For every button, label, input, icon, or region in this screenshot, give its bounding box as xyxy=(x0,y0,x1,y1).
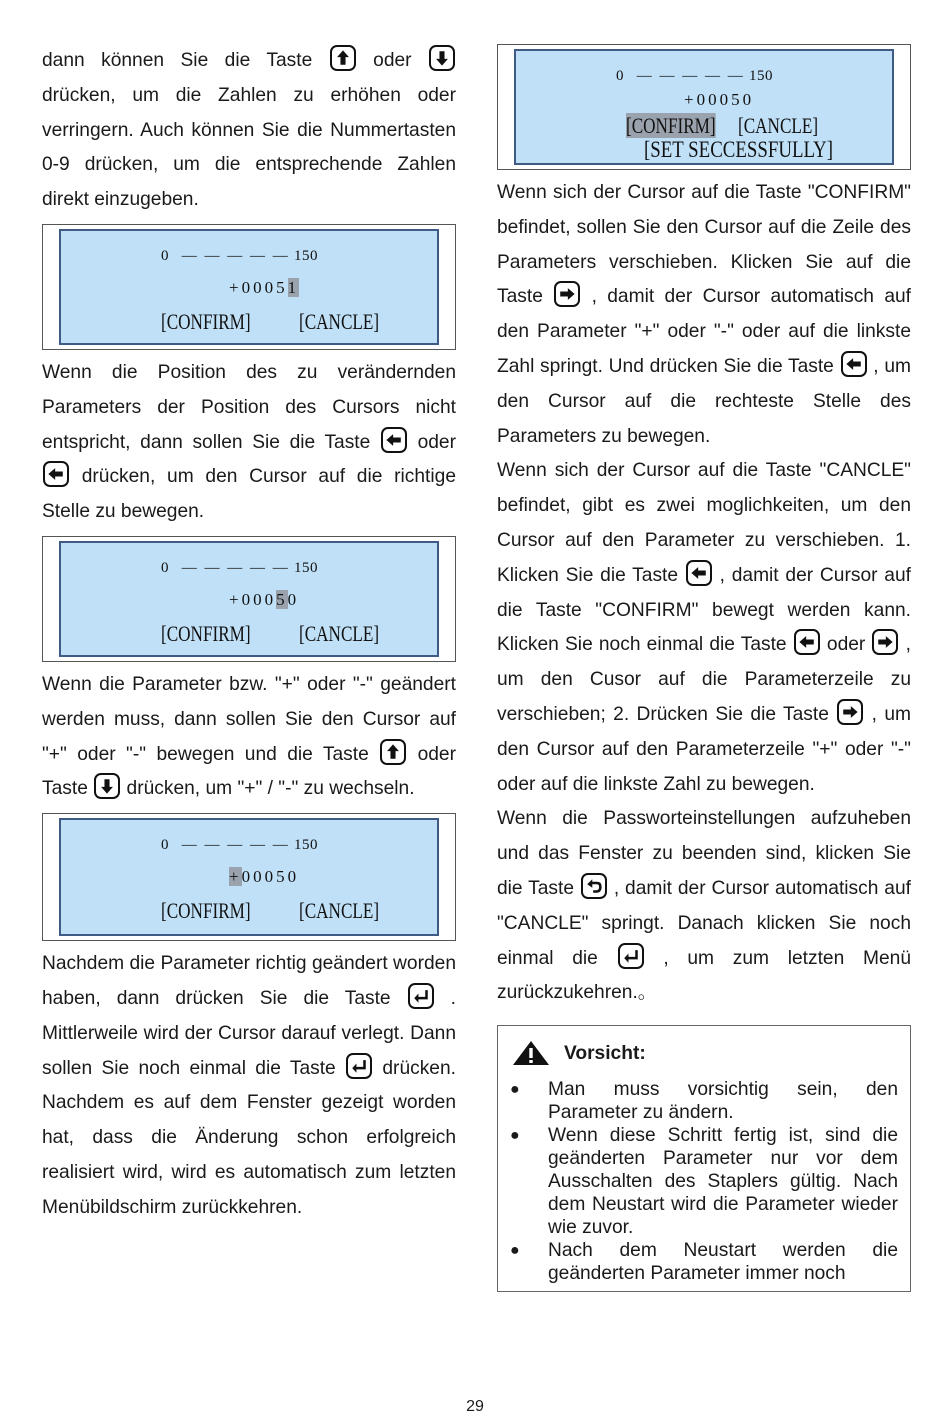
arrow-left-key-icon xyxy=(794,629,820,655)
paragraph-sign: Wenn die Parameter bzw. "+" oder "-" geändert werden muss, dann sollen Sie den Cursor auf "+" oder "-" bewegen und die Taste oder Taste drücken, um "+" / "-" zu wechseln. xyxy=(42,673,456,800)
lcd-screen-3 xyxy=(42,813,456,941)
list-item: ● Man muss vorsichtig sein, den Parameter zu ändern. xyxy=(510,1079,898,1124)
arrow-right-key-icon xyxy=(554,281,580,307)
page-number: 29 xyxy=(466,1398,484,1415)
parameter-value: +00050 xyxy=(684,90,755,109)
warning-title: Vorsicht: xyxy=(564,1042,646,1064)
range-scale: 0 — — — — — 150 xyxy=(616,68,773,84)
arrow-left-key-icon xyxy=(686,560,712,586)
confirm-label: [CONFIRM] xyxy=(161,620,251,646)
cancel-label: [CANCLE] xyxy=(299,898,380,924)
confirm-label: [CONFIRM] xyxy=(626,113,716,138)
lcd-screen-2 xyxy=(42,536,456,662)
confirm-label: [CONFIRM] xyxy=(161,308,251,334)
success-message: [SET SECCESSFULLY] xyxy=(644,137,834,162)
cursor-highlight: + xyxy=(229,867,242,887)
cancel-label: [CANCLE] xyxy=(299,620,380,646)
confirm-label: [CONFIRM] xyxy=(161,898,251,924)
arrow-down-key-icon xyxy=(429,45,455,71)
parameter-value: +00050 xyxy=(229,867,300,887)
warning-triangle-icon xyxy=(512,1040,550,1066)
paragraph-confirm-cursor: Wenn sich der Cursor auf die Taste "CONFIRM" befindet, sollen Sie den Cursor auf die Zeile des Parameters verschieben. Klicken Sie auf die Taste , damit der Cursor automatisch auf den Parameter "+" oder "-" oder auf die linkste Zahl springt. Und drücken Sie die Taste , um den Cursor auf die rechteste Stelle des Parameters zu bewegen. xyxy=(497,182,911,447)
parameter-value: +00050 xyxy=(229,589,300,609)
cancel-label: [CANCLE] xyxy=(738,113,819,138)
range-scale: 0 — — — — — 150 xyxy=(161,837,318,854)
enter-key-icon xyxy=(618,943,644,969)
right-column xyxy=(497,44,911,1292)
arrow-left-key-icon xyxy=(381,427,407,453)
lcd-screen-1 xyxy=(42,224,456,350)
back-key-icon xyxy=(581,873,607,899)
arrow-down-key-icon xyxy=(94,773,120,799)
range-scale: 0 — — — — — 150 xyxy=(161,559,318,576)
warning-box xyxy=(497,1025,911,1292)
enter-key-icon xyxy=(346,1053,372,1079)
cursor-highlight: 1 xyxy=(287,277,300,297)
arrow-right-key-icon xyxy=(872,629,898,655)
paragraph-exit: Wenn die Passworteinstellungen aufzuheben und das Fenster zu beenden sind, klicken Sie die Taste , damit der Cursor automatisch auf "CANCLE" springt. Danach klicken Sie noch einmal die , um zum letzten Menü zurückzukehren.。 xyxy=(497,808,911,1004)
paragraph-confirm: Nachdem die Parameter richtig geändert worden haben, dann drücken Sie die Taste . Mittlerweile wird der Cursor darauf verlegt. Dann sollen Sie noch einmal die Taste drücken. Nachdem es auf dem Fenster gezeigt worden hat, dass die Änderung schon erfolgreich realisiert wird, wird es automatisch zum letzten Menübildschirm zurückkehren. xyxy=(42,953,456,1218)
arrow-up-key-icon xyxy=(330,45,356,71)
bullet-icon: ● xyxy=(510,1242,520,1260)
cancel-label: [CANCLE] xyxy=(299,308,380,334)
parameter-value: +00051 xyxy=(229,277,300,297)
bullet-icon: ● xyxy=(510,1081,520,1099)
list-item: ● Wenn diese Schritt fertig ist, sind die geänderten Parameter nur vor dem Ausschalten des Staplers gültig. Nach dem Neustart wird die Parameter wieder wie zuvor. xyxy=(510,1125,898,1239)
arrow-left-key-icon xyxy=(43,461,69,487)
arrow-up-key-icon xyxy=(380,739,406,765)
paragraph-up-down: dann können Sie die Taste oder drücken, um die Zahlen zu erhöhen oder verringern. Auch können Sie die Nummertasten 0-9 drücken, um die entsprechende Zahlen direkt einzugeben. xyxy=(42,44,456,218)
paragraph-left-right: Wenn die Position des zu verändernden Parameters der Position des Cursors nicht entspricht, dann sollen Sie die Taste oder drücken, um den Cursor auf die richtige Stelle zu bewegen. xyxy=(42,361,456,523)
list-item: ● Nach dem Neustart werden die geänderten Parameter immer noch xyxy=(510,1240,898,1285)
lcd-screen-4 xyxy=(497,44,911,170)
arrow-right-key-icon xyxy=(837,699,863,725)
cursor-highlight: 5 xyxy=(276,589,288,609)
range-scale: 0 — — — — — 150 xyxy=(161,247,318,264)
enter-key-icon xyxy=(408,983,434,1009)
paragraph-cancel-cursor: Wenn sich der Cursor auf die Taste "CANCLE" befindet, gibt es zwei moglichkeiten, um den Cursor auf den Parameter zu verschieben. 1. Klicken Sie die Taste , damit der Cursor auf die Taste "CONFIRM" bewegt werden kann. Klicken Sie noch einmal die Taste oder , um den Cusor auf die Parameterzeile zu verschieben; 2. Drücken Sie die Taste , um den Cursor auf den Parameterzeile "+" oder "-" oder auf die linkste Zahl zu bewegen. xyxy=(497,460,912,795)
bullet-icon: ● xyxy=(510,1127,520,1145)
arrow-left-key-icon xyxy=(841,351,867,377)
left-column xyxy=(42,44,456,1226)
